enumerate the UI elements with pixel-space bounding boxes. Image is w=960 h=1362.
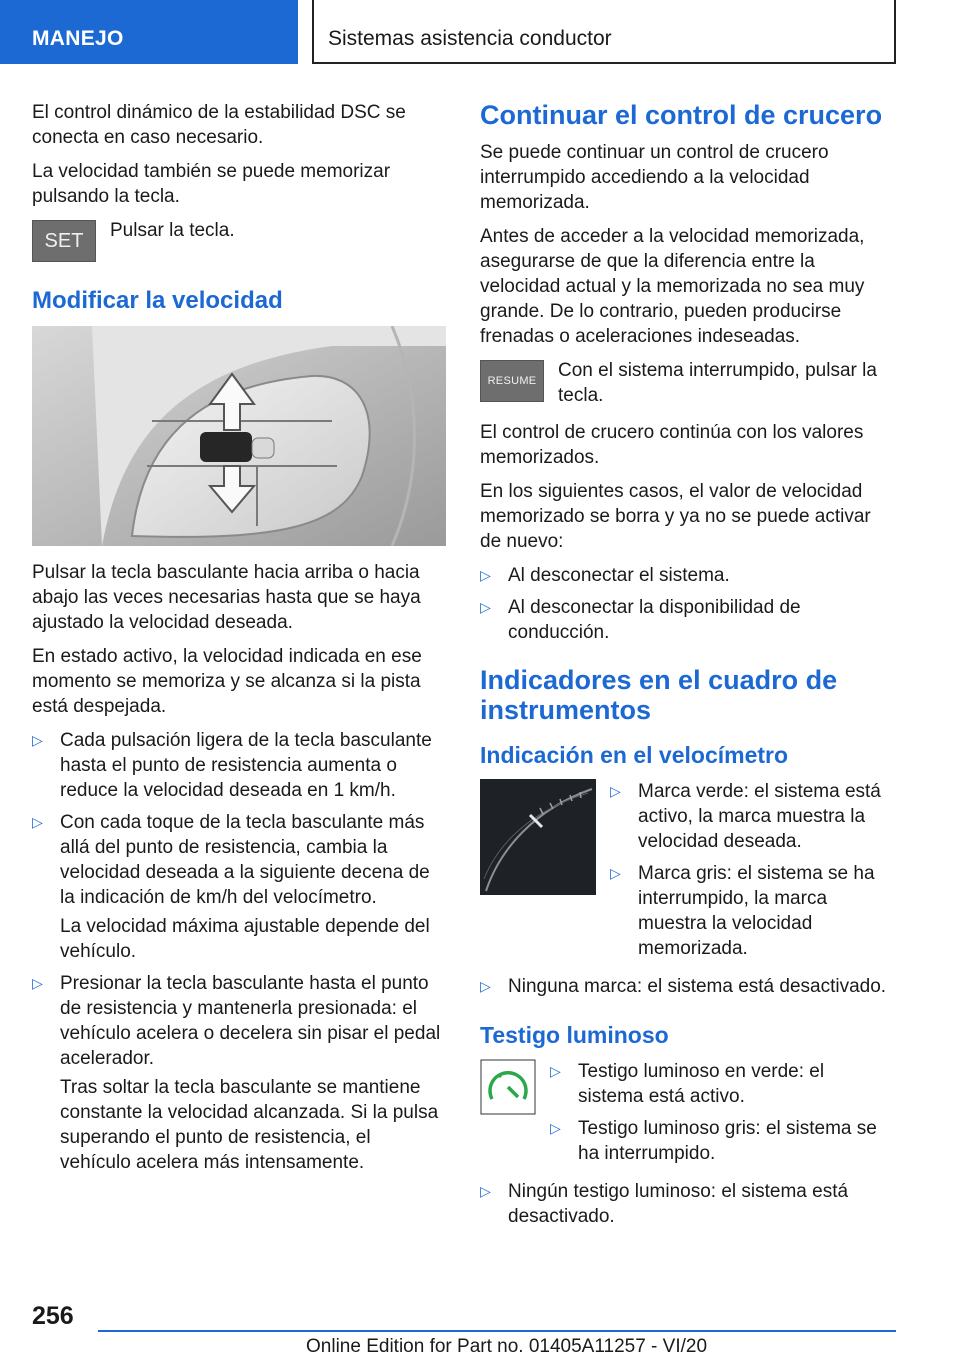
resume-key-text: Con el sistema interrumpido, pulsar la tecla. <box>558 360 877 406</box>
section-heading: Continuar el control de crucero <box>480 100 883 130</box>
list-item-note: Tras soltar la tecla basculante se mantiene constante la velocidad alcanzada. Si la pulsa superando el punto de resistencia, el vehículo acelera más intensamente. <box>60 1077 439 1173</box>
list-item: ▷ Ninguna marca: el sistema está desactivado. <box>480 976 887 997</box>
speedometer-bullet-list <box>610 779 894 968</box>
section-heading: Indicadores en el cuadro de instrumentos <box>480 665 838 725</box>
paragraph: Se puede continuar un control de crucero interrumpido accediendo a la velocidad memorizada. <box>480 142 829 213</box>
page-number: 256 <box>32 1302 74 1330</box>
triangle-bullet-icon: ▷ <box>480 1183 491 1199</box>
bullet-list <box>32 728 446 1175</box>
triangle-bullet-icon: ▷ <box>480 567 491 583</box>
paragraph: En los siguientes casos, el valor de velocidad memorizado se borra y ya no se puede activar de nuevo: <box>480 481 871 552</box>
lamp-row <box>480 1059 894 1173</box>
chapter-tab <box>312 0 896 64</box>
triangle-bullet-icon: ▷ <box>32 975 43 991</box>
list-item: ▷ Al desconectar el sistema. <box>480 565 730 586</box>
list-item: ▷ Testigo luminoso en verde: el sistema está activo. <box>550 1061 825 1107</box>
paragraph: Antes de acceder a la velocidad memorizada, asegurarse de que la diferencia entre la velocidad actual y la memorizada no sea muy grande. De lo contrario, pueden producirse frenadas o aceleraciones indeseadas. <box>480 226 865 347</box>
bullet-list <box>480 563 894 645</box>
section-heading: Modificar la velocidad <box>32 287 283 314</box>
paragraph: La velocidad también se puede memorizar pulsando la tecla. <box>32 161 391 207</box>
list-item: ▷ Marca verde: el sistema está activo, la marca muestra la velocidad deseada. <box>610 781 881 852</box>
left-column <box>32 100 446 1183</box>
speedometer-row <box>480 779 894 968</box>
list-item-note: La velocidad máxima ajustable depende del vehículo. <box>60 916 430 962</box>
lamp-bullet-list <box>550 1059 894 1173</box>
speedometer-marker-image <box>480 779 596 895</box>
list-item: ▷ Cada pulsación ligera de la tecla basculante hasta el punto de resistencia aumenta o reduce la velocidad deseada en 1 km/h. <box>32 730 432 801</box>
set-key-text: Pulsar la tecla. <box>110 220 235 241</box>
set-key-icon: SET <box>32 220 96 262</box>
bullet-list <box>480 1179 894 1229</box>
list-item: ▷ Con cada toque de la tecla basculante más allá del punto de resistencia, cambia la velocidad deseada a la siguiente decena de la indicación de km/h del velocímetro. La velocidad máxima ajustable depende del vehículo. <box>32 810 446 964</box>
triangle-bullet-icon: ▷ <box>610 865 621 881</box>
list-item: ▷ Presionar la tecla basculante hasta el punto de resistencia y mantenerla presionada: el vehículo acelera o decelera sin pisar el pedal acelerador. Tras soltar la tecla basculante se mantiene constante la velocidad alcanzada. Si la pulsa superando el punto de resistencia, el vehículo acelera más intensamente. <box>32 971 446 1175</box>
subsection-heading: Indicación en el velocímetro <box>480 742 789 768</box>
steering-wheel-rocker-photo <box>32 326 446 546</box>
bullet-list <box>480 974 894 999</box>
list-item: ▷ Testigo luminoso gris: el sistema se ha interrumpido. <box>550 1118 877 1164</box>
cruise-control-lamp-icon <box>480 1059 536 1115</box>
triangle-bullet-icon: ▷ <box>610 783 621 799</box>
triangle-bullet-icon: ▷ <box>480 978 491 994</box>
right-column <box>480 100 894 1237</box>
set-key-row <box>32 218 446 262</box>
triangle-bullet-icon: ▷ <box>550 1120 561 1136</box>
resume-key-icon: RESUME <box>480 360 544 402</box>
list-item: ▷ Al desconectar la disponibilidad de conducción. <box>480 597 801 643</box>
footer-divider <box>98 1330 896 1332</box>
triangle-bullet-icon: ▷ <box>32 732 43 748</box>
list-item: ▷ Marca gris: el sistema se ha interrumpido, la marca muestra la velocidad memorizada. <box>610 863 875 959</box>
paragraph: En estado activo, la velocidad indicada en ese momento se memoriza y se alcanza si la pista está despejada. <box>32 646 422 717</box>
resume-key-row <box>480 358 894 408</box>
paragraph: El control dinámico de la estabilidad DSC se conecta en caso necesario. <box>32 102 406 148</box>
section-title: MANEJO <box>32 27 124 50</box>
triangle-bullet-icon: ▷ <box>32 814 43 830</box>
subsection-heading: Testigo luminoso <box>480 1022 669 1048</box>
chapter-title: Sistemas asistencia conductor <box>328 27 612 50</box>
list-item: ▷ Ningún testigo luminoso: el sistema está desactivado. <box>480 1181 849 1227</box>
triangle-bullet-icon: ▷ <box>480 599 491 615</box>
paragraph: Pulsar la tecla basculante hacia arriba o hacia abajo las veces necesarias hasta que se haya ajustado la velocidad deseada. <box>32 562 421 633</box>
paragraph: El control de crucero continúa con los valores memorizados. <box>480 422 864 468</box>
triangle-bullet-icon: ▷ <box>550 1063 561 1079</box>
section-tab <box>0 0 298 64</box>
edition-note: Online Edition for Part no. 01405A11257 - VI/20 <box>306 1336 708 1357</box>
